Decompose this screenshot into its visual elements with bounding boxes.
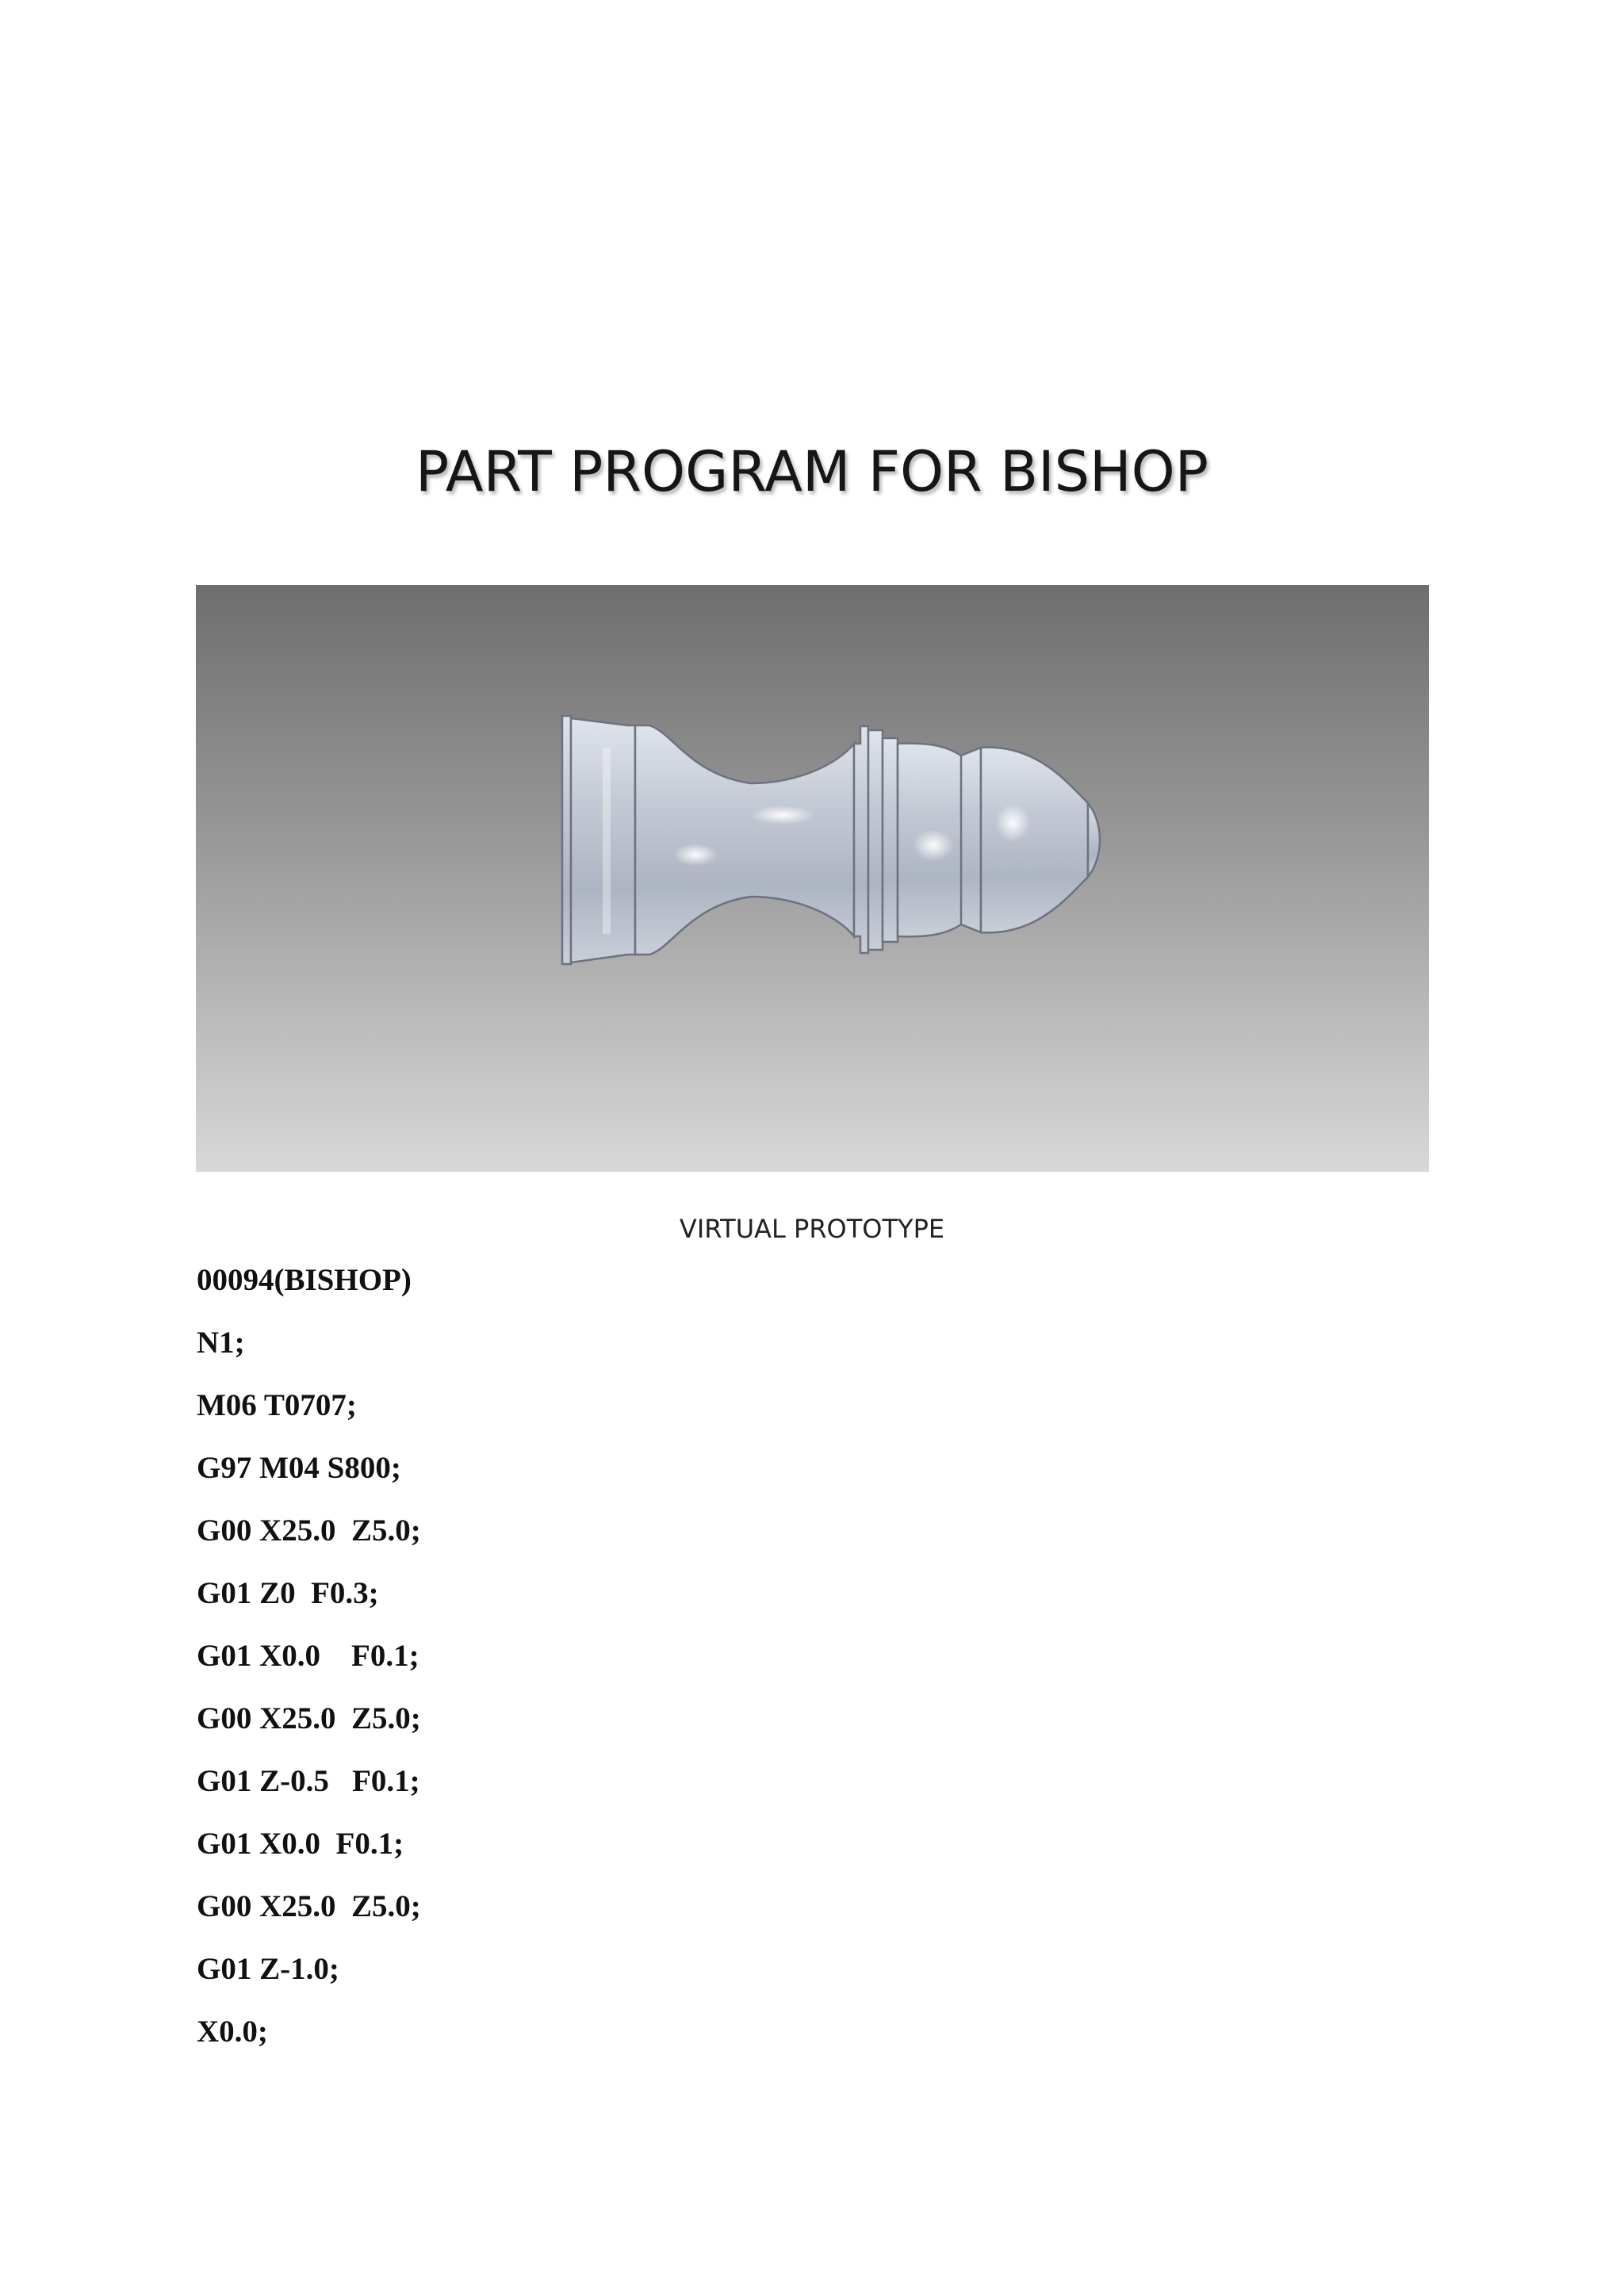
program-line: M06 T0707; [197,1388,357,1422]
page-title: PART PROGRAM FOR BISHOP [416,439,1208,504]
program-line: G01 Z-1.0; [197,1952,339,1986]
part-program-listing [197,1257,421,2071]
program-line: G00 X25.0 Z5.0; [197,1889,421,1923]
program-line: N1; [197,1326,245,1360]
bishop-render [196,585,1429,1172]
program-line: G97 M04 S800; [197,1451,401,1485]
virtual-prototype-image [196,585,1429,1172]
program-line: G00 X25.0 Z5.0; [197,1701,421,1735]
program-line: 00094(BISHOP) [197,1263,412,1297]
figure-caption: VIRTUAL PROTOTYPE [679,1214,945,1244]
program-line: X0.0; [197,2015,268,2049]
program-line: G00 X25.0 Z5.0; [197,1513,421,1548]
program-line: G01 Z0 F0.3; [197,1576,379,1610]
program-line: G01 X0.0 F0.1; [197,1639,419,1673]
program-line: G01 X0.0 F0.1; [197,1827,404,1861]
program-line: G01 Z-0.5 F0.1; [197,1764,420,1798]
